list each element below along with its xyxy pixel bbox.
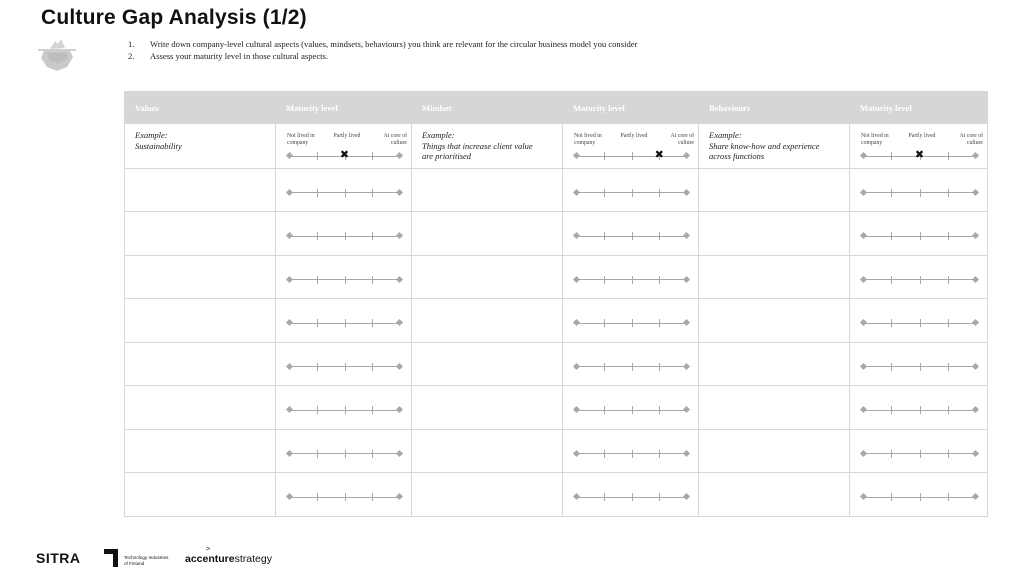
behaviours-cell[interactable] <box>699 429 850 473</box>
scale-tick <box>632 152 633 160</box>
scale-tick <box>604 189 605 197</box>
scale-tick <box>372 232 373 240</box>
values-maturity-cell[interactable] <box>276 124 412 169</box>
maturity-scale-slider[interactable] <box>289 405 400 415</box>
maturity-scale-slider[interactable] <box>576 362 687 372</box>
technology-industries-logo: Technology Industries of Finland <box>104 549 214 569</box>
mindset-cell[interactable] <box>412 342 563 386</box>
maturity-scale-slider[interactable] <box>289 492 400 502</box>
scale-tick <box>948 232 949 240</box>
scale-tick <box>317 152 318 160</box>
scale-tick <box>891 232 892 240</box>
maturity-scale-slider[interactable] <box>576 231 687 241</box>
scale-tick <box>920 450 921 458</box>
scale-tick <box>317 363 318 371</box>
table-row <box>125 255 988 299</box>
behaviours-maturity-cell[interactable] <box>850 124 988 169</box>
table-row <box>125 168 988 212</box>
example-mindset-cell[interactable]: Example: Things that increase client value are prioritised <box>412 124 563 169</box>
scale-tick <box>317 493 318 501</box>
scale-tick <box>317 276 318 284</box>
maturity-scale-slider[interactable] <box>289 231 400 241</box>
maturity-scale-slider[interactable] <box>863 188 976 198</box>
scale-tick <box>604 406 605 414</box>
scale-tick <box>372 450 373 458</box>
maturity-scale-slider[interactable] <box>289 148 400 161</box>
scale-tick <box>604 152 605 160</box>
values-cell[interactable] <box>125 342 276 386</box>
behaviours-maturity-cell[interactable] <box>850 212 988 256</box>
scale-tick <box>372 152 373 160</box>
values-cell[interactable] <box>125 473 276 517</box>
scale-tick <box>920 493 921 501</box>
table-row <box>125 212 988 256</box>
values-cell[interactable] <box>125 168 276 212</box>
scale-tick <box>372 406 373 414</box>
scale-tick <box>604 363 605 371</box>
header-mindset-maturity: Maturity level <box>563 92 699 124</box>
scale-tick <box>345 232 346 240</box>
behaviours-maturity-cell[interactable] <box>850 299 988 343</box>
scale-tick <box>345 319 346 327</box>
scale-tick <box>659 319 660 327</box>
scale-tick <box>659 493 660 501</box>
scale-tick <box>632 276 633 284</box>
scale-tick <box>632 450 633 458</box>
scale-tick <box>604 232 605 240</box>
behaviours-maturity-cell[interactable] <box>850 255 988 299</box>
scale-tick <box>372 493 373 501</box>
scale-tick <box>920 319 921 327</box>
table-header-row <box>125 92 988 124</box>
sitra-logo: SITRA <box>36 550 81 566</box>
scale-label-high: At core of culture <box>670 133 694 146</box>
scale-tick <box>317 189 318 197</box>
behaviours-cell[interactable] <box>699 473 850 517</box>
maturity-scale-slider[interactable] <box>576 275 687 285</box>
values-cell[interactable] <box>125 386 276 430</box>
scale-tick <box>345 406 346 414</box>
maturity-scale-slider[interactable] <box>863 231 976 241</box>
behaviours-maturity-cell[interactable] <box>850 429 988 473</box>
mindset-maturity-cell[interactable] <box>563 386 699 430</box>
maturity-scale-slider[interactable] <box>289 318 400 328</box>
scale-tick <box>632 493 633 501</box>
scale-tick <box>345 363 346 371</box>
scale-tick <box>659 232 660 240</box>
behaviours-cell[interactable] <box>699 386 850 430</box>
scale-labels <box>861 133 983 149</box>
table-row <box>125 299 988 343</box>
scale-tick <box>317 319 318 327</box>
scale-tick <box>891 450 892 458</box>
scale-tick <box>948 450 949 458</box>
mindset-maturity-cell[interactable] <box>563 342 699 386</box>
scale-tick <box>345 189 346 197</box>
maturity-scale-slider[interactable] <box>289 449 400 459</box>
scale-tick <box>891 189 892 197</box>
scale-tick <box>632 319 633 327</box>
scale-tick <box>948 189 949 197</box>
scale-labels <box>287 133 407 149</box>
scale-tick <box>891 363 892 371</box>
scale-tick <box>920 406 921 414</box>
scale-tick <box>372 363 373 371</box>
example-row <box>125 124 988 169</box>
scale-tick <box>948 319 949 327</box>
values-cell[interactable] <box>125 299 276 343</box>
maturity-scale-slider[interactable] <box>289 275 400 285</box>
maturity-scale-slider[interactable] <box>289 362 400 372</box>
scale-label-mid: Partly lived <box>908 133 936 139</box>
example-behaviours-cell[interactable]: Example: Share know-how and experience across functions <box>699 124 850 169</box>
iceberg-icon <box>36 33 78 73</box>
scale-tick <box>317 232 318 240</box>
scale-tick <box>659 450 660 458</box>
scale-tick <box>891 319 892 327</box>
values-maturity-cell[interactable] <box>276 342 412 386</box>
scale-tick <box>632 232 633 240</box>
cross-mark-icon: ✖ <box>914 148 925 161</box>
maturity-scale-slider[interactable] <box>289 188 400 198</box>
behaviours-maturity-cell[interactable] <box>850 168 988 212</box>
behaviours-maturity-cell[interactable] <box>850 386 988 430</box>
example-values-cell[interactable]: Example: Sustainability <box>125 124 276 169</box>
scale-tick <box>345 450 346 458</box>
scale-tick <box>604 493 605 501</box>
header-values: Values <box>125 92 276 124</box>
mindset-maturity-cell[interactable] <box>563 473 699 517</box>
mindset-cell[interactable] <box>412 212 563 256</box>
scale-label-low: Not lived in company <box>287 133 315 146</box>
behaviours-cell[interactable] <box>699 168 850 212</box>
maturity-scale-slider[interactable] <box>863 318 976 328</box>
mindset-maturity-cell[interactable] <box>563 255 699 299</box>
maturity-scale-slider[interactable] <box>576 492 687 502</box>
behaviours-cell[interactable] <box>699 299 850 343</box>
scale-tick <box>372 319 373 327</box>
maturity-scale-slider[interactable] <box>576 449 687 459</box>
cross-mark-icon: ✖ <box>339 148 350 161</box>
mindset-maturity-cell[interactable] <box>563 299 699 343</box>
instruction-item: 1. Write down company-level cultural aspects (values, mindsets, behaviours) you think are relevant for the circular business model you consider <box>128 39 638 49</box>
header-behaviours-maturity: Maturity level <box>850 92 988 124</box>
values-cell[interactable] <box>125 255 276 299</box>
values-maturity-cell[interactable] <box>276 168 412 212</box>
maturity-scale-slider[interactable] <box>863 148 976 161</box>
scale-tick <box>372 276 373 284</box>
scale-tick <box>659 363 660 371</box>
scale-tick <box>891 406 892 414</box>
header-values-maturity: Maturity level <box>276 92 412 124</box>
behaviours-cell[interactable] <box>699 255 850 299</box>
scale-tick <box>948 406 949 414</box>
mindset-maturity-cell[interactable] <box>563 429 699 473</box>
maturity-scale-slider[interactable] <box>576 318 687 328</box>
scale-tick <box>659 406 660 414</box>
scale-tick <box>659 276 660 284</box>
behaviours-cell[interactable] <box>699 212 850 256</box>
table-row <box>125 429 988 473</box>
scale-tick <box>891 493 892 501</box>
scale-tick <box>604 319 605 327</box>
scale-tick <box>317 450 318 458</box>
scale-label-high: At core of culture <box>959 133 983 146</box>
scale-tick <box>345 276 346 284</box>
maturity-scale-slider[interactable] <box>863 362 976 372</box>
scale-tick <box>891 152 892 160</box>
maturity-scale-slider[interactable] <box>863 492 976 502</box>
scale-tick <box>891 276 892 284</box>
values-maturity-cell[interactable] <box>276 255 412 299</box>
values-maturity-cell[interactable] <box>276 386 412 430</box>
scale-tick <box>604 450 605 458</box>
scale-tick <box>317 406 318 414</box>
mindset-cell[interactable] <box>412 255 563 299</box>
scale-tick <box>948 276 949 284</box>
scale-tick <box>948 152 949 160</box>
table-row <box>125 386 988 430</box>
mindset-cell[interactable] <box>412 429 563 473</box>
scale-label-low: Not lived in company <box>861 133 889 146</box>
mindset-cell[interactable] <box>412 168 563 212</box>
scale-label-mid: Partly lived <box>620 133 648 139</box>
scale-label-mid: Partly lived <box>333 133 361 139</box>
scale-tick <box>659 189 660 197</box>
scale-tick <box>372 189 373 197</box>
header-mindset: Mindset <box>412 92 563 124</box>
scale-tick <box>948 363 949 371</box>
maturity-scale-slider[interactable] <box>863 405 976 415</box>
mindset-maturity-cell[interactable] <box>563 212 699 256</box>
maturity-scale-slider[interactable] <box>863 275 976 285</box>
mindset-cell[interactable] <box>412 473 563 517</box>
values-cell[interactable] <box>125 429 276 473</box>
scale-tick <box>920 363 921 371</box>
scale-tick <box>632 406 633 414</box>
behaviours-maturity-cell[interactable] <box>850 473 988 517</box>
maturity-scale-slider[interactable] <box>576 148 687 161</box>
instruction-item: 2. Assess your maturity level in those cultural aspects. <box>128 51 329 61</box>
mindset-cell[interactable] <box>412 386 563 430</box>
header-behaviours: Behaviours <box>699 92 850 124</box>
mindset-cell[interactable] <box>412 299 563 343</box>
scale-tick <box>632 363 633 371</box>
scale-tick <box>920 189 921 197</box>
accenture-strategy-logo: > accenturestrategy <box>185 546 272 565</box>
scale-labels <box>574 133 694 149</box>
mindset-maturity-cell[interactable] <box>563 124 699 169</box>
scale-tick <box>920 232 921 240</box>
behaviours-maturity-cell[interactable] <box>850 342 988 386</box>
scale-tick <box>920 276 921 284</box>
scale-tick <box>604 276 605 284</box>
values-maturity-cell[interactable] <box>276 299 412 343</box>
scale-tick <box>345 493 346 501</box>
culture-gap-table <box>124 91 988 517</box>
mindset-maturity-cell[interactable] <box>563 168 699 212</box>
maturity-scale-slider[interactable] <box>576 188 687 198</box>
scale-label-high: At core of culture <box>383 133 407 146</box>
page-title: Culture Gap Analysis (1/2) <box>41 6 307 29</box>
table-row <box>125 342 988 386</box>
values-cell[interactable] <box>125 212 276 256</box>
accenture-chevron-icon: > <box>206 546 211 553</box>
technology-industries-mark-icon <box>104 549 118 567</box>
scale-tick <box>948 493 949 501</box>
scale-label-low: Not lived in company <box>574 133 602 146</box>
scale-tick <box>632 189 633 197</box>
cross-mark-icon: ✖ <box>654 148 664 161</box>
values-maturity-cell[interactable] <box>276 429 412 473</box>
maturity-scale-slider[interactable] <box>863 449 976 459</box>
behaviours-cell[interactable] <box>699 342 850 386</box>
table-row <box>125 473 988 517</box>
instructions-list <box>128 38 637 62</box>
values-maturity-cell[interactable] <box>276 473 412 517</box>
maturity-scale-slider[interactable] <box>576 405 687 415</box>
values-maturity-cell[interactable] <box>276 212 412 256</box>
